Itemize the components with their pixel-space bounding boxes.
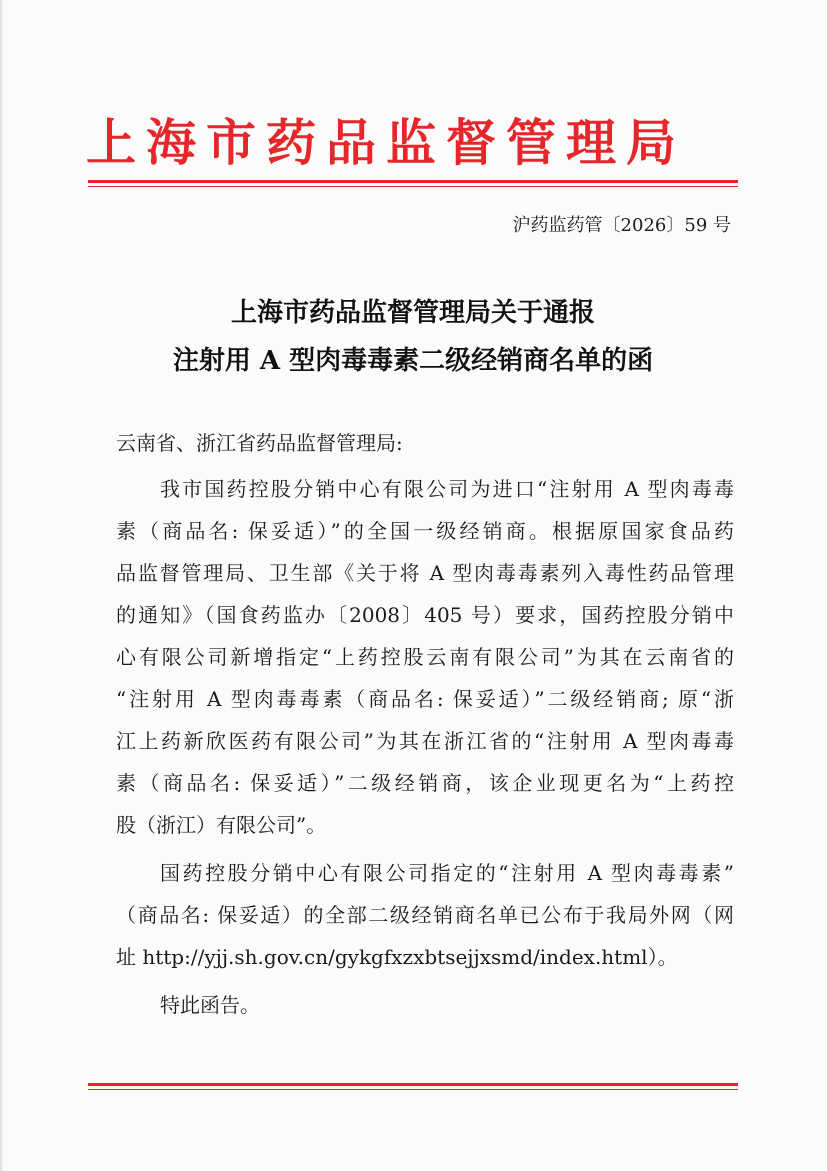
letterhead-rule-thin [88,186,738,187]
page-edge-shadow [0,0,3,1171]
footer-rule-thin [88,1089,738,1090]
paragraph1-line: 素（商品名: 保妥适）”二级经销商，该企业现更名为“上药控 [116,771,734,795]
paragraph2-line: 址 http://yjj.sh.gov.cn/gykgfxzxbtsejjxsmd/index.html）。 [116,945,678,969]
paragraph1-line: 心有限公司新增指定“上药控股云南有限公司”为其在云南省的 [116,645,734,669]
footer-rule-thick [88,1083,738,1086]
letterhead-rule-thick [88,180,738,183]
paragraph1-line: 品监督管理局、卫生部《关于将 A 型肉毒毒素列入毒性药品管理 [116,561,734,585]
document-number: 沪药监药管〔2026〕59 号 [512,215,731,236]
paragraph2-line: （商品名: 保妥适）的全部二级经销商名单已公布于我局外网（网 [116,903,734,927]
salutation: 云南省、浙江省药品监督管理局: [116,431,403,455]
paragraph1-line: “注射用 A 型肉毒毒素（商品名: 保妥适）”二级经销商; 原“浙 [116,687,734,711]
document-title-line-1: 上海市药品监督管理局关于通报 [230,298,595,328]
document-title-line-2: 注射用 A 型肉毒毒素二级经销商名单的函 [172,346,654,376]
paragraph1-line: 我市国药控股分销中心有限公司为进口“注射用 A 型肉毒毒 [160,477,734,501]
paragraph2-line: 国药控股分销中心有限公司指定的“注射用 A 型肉毒毒素” [160,861,734,885]
paragraph1-line: 江上药新欣医药有限公司”为其在浙江省的“注射用 A 型肉毒毒 [116,729,734,753]
paragraph1-line: 素（商品名: 保妥适）”的全国一级经销商。根据原国家食品药 [116,519,734,543]
closing-line: 特此函告。 [160,993,260,1017]
paragraph1-line: 的通知》（国食药监办〔2008〕405 号）要求，国药控股分销中 [116,603,734,627]
agency-letterhead: 上海市药品监督管理局 [86,113,686,172]
paragraph1-line: 股（浙江）有限公司”。 [116,813,327,837]
